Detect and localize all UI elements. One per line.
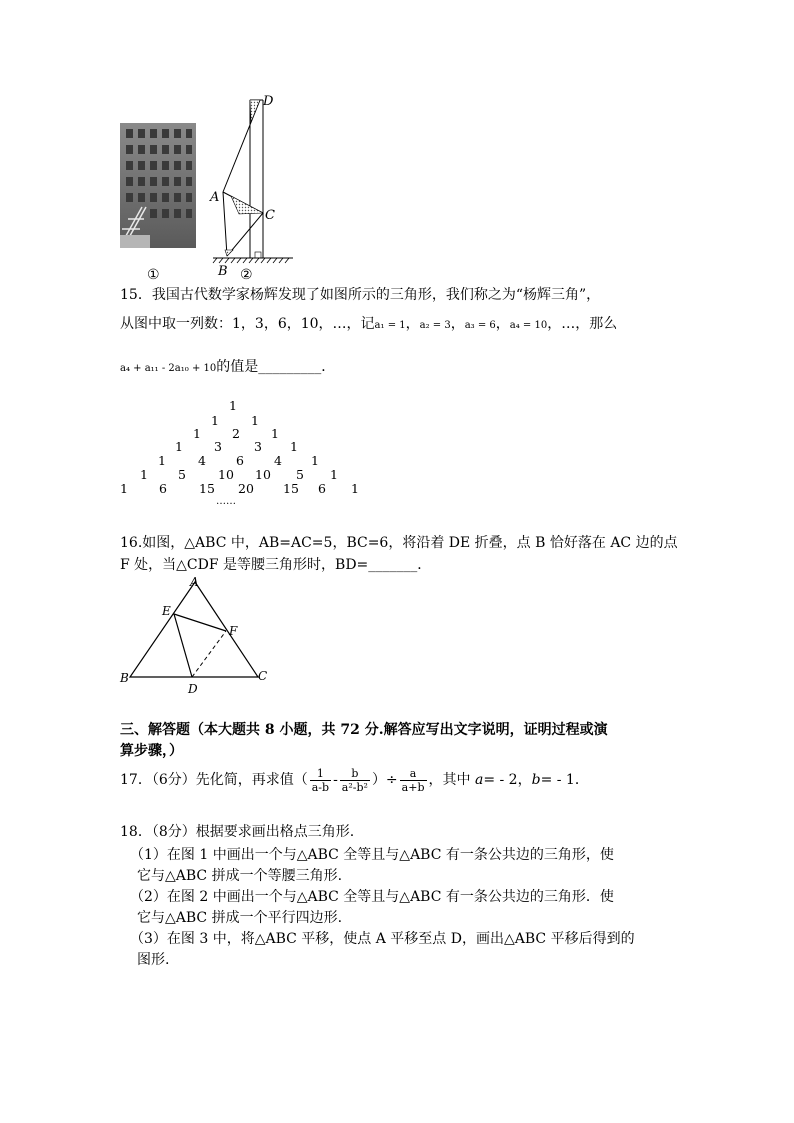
yh-cell: 6	[236, 453, 244, 468]
yh-cell: 1	[251, 413, 259, 428]
q17-f3-numerator: a	[400, 767, 427, 781]
yh-cell: 15	[199, 481, 215, 496]
q18-part1-line2: 它与△ABC 拼成一个等腰三角形.	[137, 868, 343, 884]
q17-var-b: b	[531, 772, 541, 788]
q18-part2-line2: 它与△ABC 拼成一个平行四边形.	[137, 910, 343, 926]
q17-prefix: 17．（6分）先化简，再求值（	[120, 772, 308, 788]
q17-f1-denominator: a-b	[311, 780, 330, 794]
yh-cell: 6	[318, 481, 326, 496]
q15-seq-a2: a₂ = 3	[419, 320, 451, 331]
q17-f2-denominator: a²-b²	[341, 780, 368, 794]
yh-cell: 10	[255, 467, 271, 482]
q17-minus: -	[333, 772, 338, 788]
point-C-label: C	[265, 208, 275, 223]
yh-cell: 1	[211, 413, 219, 428]
q16-point-C: C	[258, 669, 268, 683]
yh-cell: 6	[159, 481, 167, 496]
q18-part1-line1: （1）在图 1 中画出一个与△ABC 全等且与△ABC 有一条公共边的三角形，使	[130, 847, 614, 863]
yh-cell: 1	[271, 426, 279, 441]
q15-seq-a1: a₁ = 1	[374, 320, 406, 331]
q17-fraction-1	[310, 767, 331, 794]
q17-b-value: = - 1．	[540, 772, 589, 788]
q18-title: 18．（8分）根据要求画出格点三角形.	[120, 824, 355, 840]
yh-cell: 1	[229, 398, 237, 413]
figure-1-label: ①	[147, 267, 160, 283]
staircase-diagram	[205, 92, 295, 270]
yh-cell: 1	[290, 439, 298, 454]
figure-2-label: ②	[240, 267, 253, 283]
q17-mid: ）÷	[371, 772, 398, 788]
q15-line2: 从图中取一列数：1，3，6，10，…，记a₁ = 1，a₂ = 3，a₃ = 6，a₄ = 10，…，那么	[120, 316, 618, 332]
q16-point-E: E	[162, 604, 171, 618]
q15-line3-tail: 的值是_________．	[216, 359, 336, 375]
q16-line2: F 处，当△CDF 是等腰三角形时，BD=_______．	[120, 557, 432, 573]
yh-cell: 4	[198, 453, 206, 468]
q17-var-a: a	[474, 772, 484, 788]
yh-ellipsis: ……	[216, 496, 236, 507]
q16-line1: 16.如图，△ABC 中，AB=AC=5，BC=6，将沿着 DE 折叠，点 B 恰好落在 AC 边的点	[120, 535, 678, 551]
yh-cell: 5	[296, 467, 304, 482]
yh-cell: 1	[140, 467, 148, 482]
q16-point-F: F	[229, 624, 238, 638]
q15-line2-tail: ，…，那么	[547, 316, 618, 332]
q18-part3-line1: （3）在图 3 中，将△ABC 平移，使点 A 平移至点 D，画出△ABC 平移后得到的	[130, 931, 635, 947]
q15-seq-a4: a₄ = 10	[509, 320, 548, 331]
yh-cell: 15	[283, 481, 299, 496]
q15-seq-a3: a₃ = 6	[464, 320, 496, 331]
q15-line2-text: 从图中取一列数：1，3，6，10，…，记	[120, 316, 375, 332]
section-3-heading-line2: 算步骤，）	[120, 743, 183, 759]
yh-cell: 3	[254, 439, 262, 454]
q15-line1: 15．我国古代数学家杨辉发现了如图所示的三角形，我们称之为“杨辉三角”，	[120, 287, 601, 303]
yh-cell: 1	[351, 481, 359, 496]
section-3-heading-line1: 三、解答题（本大题共 8 小题，共 72 分.解答应写出文字说明，证明过程或演	[120, 722, 608, 738]
yh-cell: 20	[238, 481, 254, 496]
q17-f2-numerator: b	[340, 767, 370, 781]
yh-cell: 5	[178, 467, 186, 482]
point-B-label: B	[218, 264, 228, 279]
q17-line	[120, 766, 589, 794]
building-photo	[120, 123, 196, 248]
q16-point-D: D	[188, 682, 198, 696]
yh-cell: 3	[214, 439, 222, 454]
yh-cell: 2	[232, 426, 240, 441]
q16-point-B: B	[120, 671, 129, 685]
q15-expression: a₄ + a₁₁ - 2a₁₀ + 10	[120, 363, 217, 374]
q17-suffix: ，其中	[428, 772, 475, 788]
q17-fraction-3	[400, 767, 427, 794]
yh-cell: 1	[193, 426, 201, 441]
yh-cell: 1	[311, 453, 319, 468]
q17-fraction-2	[340, 767, 370, 794]
point-D-label: D	[263, 94, 274, 109]
q15-line3	[120, 357, 335, 379]
yh-cell: 4	[274, 453, 282, 468]
yh-cell: 1	[330, 467, 338, 482]
q16-point-A: A	[190, 575, 199, 589]
yh-cell: 1	[120, 481, 128, 496]
q17-f3-denominator: a+b	[401, 780, 425, 794]
q18-part2-line1: （2）在图 2 中画出一个与△ABC 全等且与△ABC 有一条公共边的三角形．使	[130, 889, 614, 905]
yh-cell: 1	[158, 453, 166, 468]
q17-f1-numerator: 1	[310, 767, 331, 781]
point-A-label: A	[210, 190, 220, 205]
yh-cell: 10	[218, 467, 234, 482]
q17-a-value: = - 2，	[483, 772, 532, 788]
q18-part3-line2: 图形.	[137, 952, 170, 968]
yh-cell: 1	[175, 439, 183, 454]
